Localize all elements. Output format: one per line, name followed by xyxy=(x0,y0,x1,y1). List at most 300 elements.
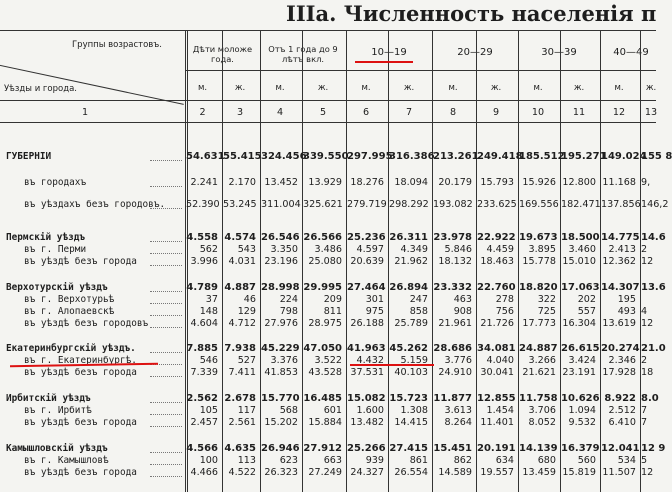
table-cell: 146,2 xyxy=(641,199,669,210)
table-cell: 3.486 xyxy=(314,244,342,255)
row-label: Верхотурскій уѣздъ xyxy=(6,282,108,293)
table-cell: 1.454 xyxy=(486,405,514,416)
table-cell: 2.241 xyxy=(190,177,218,188)
table-cell: 4 xyxy=(641,306,648,317)
table-cell: 17.773 xyxy=(522,318,556,329)
column-number: 9 xyxy=(492,107,500,118)
row-leader-dots xyxy=(150,402,182,403)
table-cell: 18.463 xyxy=(480,256,514,267)
table-cell: 2.413 xyxy=(608,244,636,255)
table-cell: 4.574 xyxy=(224,232,256,243)
table-cell: 4.635 xyxy=(224,443,256,454)
table-cell: 4.566 xyxy=(186,443,218,454)
table-cell: 23.196 xyxy=(264,256,298,267)
column-number: 6 xyxy=(362,107,370,118)
row-rule xyxy=(0,122,656,123)
row-rule xyxy=(0,30,656,31)
table-cell: 8.0 xyxy=(641,393,659,404)
table-cell: 298.292 xyxy=(389,199,429,210)
table-cell: 15.723 xyxy=(389,393,428,404)
table-cell: 11.877 xyxy=(433,393,472,404)
table-cell: 5.159 xyxy=(400,355,428,366)
table-cell: 2.562 xyxy=(186,393,218,404)
table-cell: 26.615 xyxy=(561,343,600,354)
age-group-header: Дѣти моложе года. xyxy=(192,44,253,64)
row-label: въ г. Екатеринбургѣ. xyxy=(24,355,137,366)
row-label: въ уѣздѣ безъ городовъ xyxy=(24,318,149,329)
age-group-header: 40—49 xyxy=(613,47,649,58)
table-cell: 149.024 xyxy=(601,151,647,162)
column-number: 8 xyxy=(449,107,457,118)
table-cell: 557 xyxy=(577,306,596,317)
table-cell: 3.776 xyxy=(444,355,472,366)
table-cell: 3.460 xyxy=(568,244,596,255)
table-cell: 22.760 xyxy=(477,282,516,293)
table-cell: 16.304 xyxy=(562,318,596,329)
table-cell: 534 xyxy=(617,455,636,466)
table-cell: 53.245 xyxy=(223,199,257,210)
table-cell: 25.080 xyxy=(308,256,342,267)
column-number: 10 xyxy=(531,107,545,118)
table-cell: 14.307 xyxy=(601,282,640,293)
column-number: 7 xyxy=(405,107,413,118)
table-cell: 26.323 xyxy=(264,467,298,478)
table-cell: 546 xyxy=(199,355,218,366)
row-leader-dots xyxy=(150,414,182,415)
table-cell: 20.191 xyxy=(477,443,516,454)
table-cell: 5 xyxy=(641,455,648,466)
table-cell: 34.081 xyxy=(477,343,516,354)
table-cell: 1.094 xyxy=(568,405,596,416)
table-cell: 4.040 xyxy=(486,355,514,366)
row-label: въ уѣздѣ безъ города xyxy=(24,417,137,428)
table-cell: 15.793 xyxy=(480,177,514,188)
table-cell: 798 xyxy=(279,306,298,317)
table-cell: 24.910 xyxy=(438,367,472,378)
table-cell: 325.621 xyxy=(303,199,343,210)
table-cell: 20.639 xyxy=(350,256,384,267)
age-group-header: 30—39 xyxy=(541,47,577,58)
table-cell: 3.376 xyxy=(270,355,298,366)
row-leader-dots xyxy=(150,315,182,316)
row-label: Ирбитскій уѣздъ xyxy=(6,393,91,404)
table-cell: 4.466 xyxy=(190,467,218,478)
table-cell: 28.975 xyxy=(308,318,342,329)
table-cell: 4.558 xyxy=(186,232,218,243)
row-label: въ г. Камышловѣ xyxy=(24,455,109,466)
table-cell: 13.6 xyxy=(641,282,666,293)
table-cell: 601 xyxy=(323,405,342,416)
column-number: 13 xyxy=(644,107,658,118)
table-cell: 19.673 xyxy=(519,232,558,243)
table-cell: 12.362 xyxy=(602,256,636,267)
sex-header: м. xyxy=(361,83,371,93)
row-label: въ уѣздѣ безъ города xyxy=(24,256,137,267)
table-cell: 862 xyxy=(453,455,472,466)
red-underline-values xyxy=(350,364,434,366)
table-cell: 18.094 xyxy=(394,177,428,188)
table-cell: 195 xyxy=(617,294,636,305)
table-cell: 105 xyxy=(199,405,218,416)
table-cell: 224 xyxy=(279,294,298,305)
table-cell: 12 xyxy=(641,467,654,478)
table-cell: 4.522 xyxy=(228,467,256,478)
table-cell: 543 xyxy=(237,244,256,255)
table-cell: 41.963 xyxy=(347,343,386,354)
table-cell: 26.946 xyxy=(261,443,300,454)
table-cell: 18.132 xyxy=(438,256,472,267)
age-groups-label: Группы возрастовъ. xyxy=(72,40,163,50)
column-number: 4 xyxy=(276,107,284,118)
table-cell: 634 xyxy=(495,455,514,466)
table-cell: 27.976 xyxy=(264,318,298,329)
districts-label: Уѣзды и города. xyxy=(4,84,77,94)
table-cell: 4.789 xyxy=(186,282,218,293)
table-cell: 10.626 xyxy=(561,393,600,404)
sex-header: м. xyxy=(275,83,285,93)
row-label: Екатеринбургскій уѣздъ. xyxy=(6,343,136,354)
table-cell: 15.082 xyxy=(347,393,386,404)
table-cell: 7 xyxy=(641,417,648,428)
table-cell: 27.415 xyxy=(389,443,428,454)
table-cell: 2.170 xyxy=(228,177,256,188)
sex-header: м. xyxy=(533,83,543,93)
table-cell: 278 xyxy=(495,294,514,305)
table-cell: 975 xyxy=(365,306,384,317)
table-cell: 2 xyxy=(641,355,648,366)
table-cell: 9.532 xyxy=(568,417,596,428)
table-cell: 15.202 xyxy=(264,417,298,428)
row-label: въ уѣздѣ безъ города xyxy=(24,467,137,478)
table-cell: 28.686 xyxy=(433,343,472,354)
table-cell: 8.052 xyxy=(528,417,556,428)
table-cell: 20.179 xyxy=(438,177,472,188)
table-cell: 680 xyxy=(537,455,556,466)
table-cell: 15.451 xyxy=(433,443,472,454)
table-cell: 623 xyxy=(279,455,298,466)
table-cell: 14.6 xyxy=(641,232,666,243)
table-cell: 40.103 xyxy=(394,367,428,378)
table-cell: 15.010 xyxy=(562,256,596,267)
table-cell: 25.789 xyxy=(394,318,428,329)
table-cell: 14.139 xyxy=(519,443,558,454)
row-leader-dots xyxy=(150,452,182,453)
table-cell: 25.266 xyxy=(347,443,386,454)
row-label: ГУБЕРНІИ xyxy=(6,151,52,162)
table-cell: 45.262 xyxy=(389,343,428,354)
row-leader-dots xyxy=(150,186,182,187)
sex-header: ж. xyxy=(317,83,329,93)
table-cell: 182.471 xyxy=(561,199,601,210)
table-cell: 18 xyxy=(641,367,654,378)
table-cell: 4.031 xyxy=(228,256,256,267)
table-cell: 26.554 xyxy=(394,467,428,478)
table-cell: 46 xyxy=(243,294,256,305)
table-cell: 27.912 xyxy=(303,443,342,454)
table-cell: 939 xyxy=(365,455,384,466)
table-cell: 12 xyxy=(641,256,654,267)
table-cell: 21.961 xyxy=(438,318,472,329)
table-cell: 21.726 xyxy=(480,318,514,329)
table-cell: 43.528 xyxy=(308,367,342,378)
row-leader-dots xyxy=(150,327,182,328)
table-cell: 8.264 xyxy=(444,417,472,428)
red-underline-age-10-19 xyxy=(355,61,413,63)
table-cell: 11.507 xyxy=(602,467,636,478)
table-cell: 1.600 xyxy=(356,405,384,416)
table-cell: 148 xyxy=(199,306,218,317)
table-cell: 37.531 xyxy=(350,367,384,378)
table-cell: 100 xyxy=(199,455,218,466)
table-cell: 324.456 xyxy=(261,151,307,162)
sex-header: м. xyxy=(197,83,208,93)
table-cell: 22.922 xyxy=(477,232,516,243)
table-cell: 5.846 xyxy=(444,244,472,255)
table-cell: 27.464 xyxy=(347,282,386,293)
row-leader-dots xyxy=(150,160,182,161)
table-cell: 15.819 xyxy=(562,467,596,478)
table-cell: 527 xyxy=(237,355,256,366)
table-cell: 861 xyxy=(409,455,428,466)
table-cell: 3.424 xyxy=(568,355,596,366)
row-label: въ уѣздѣ безъ города xyxy=(24,367,137,378)
table-cell: 137.856 xyxy=(601,199,641,210)
row-leader-dots xyxy=(150,476,182,477)
sex-header: ж. xyxy=(573,83,585,93)
row-leader-dots xyxy=(150,303,182,304)
table-cell: 858 xyxy=(409,306,428,317)
table-cell: 811 xyxy=(323,306,342,317)
table-cell: 297.995 xyxy=(347,151,393,162)
table-cell: 663 xyxy=(323,455,342,466)
row-rule xyxy=(185,70,656,71)
table-cell: 21.621 xyxy=(522,367,556,378)
table-cell: 339.550 xyxy=(303,151,349,162)
table-cell: 13.929 xyxy=(308,177,342,188)
table-cell: 3.522 xyxy=(314,355,342,366)
table-cell: 2 xyxy=(641,244,648,255)
column-number: 11 xyxy=(572,107,586,118)
table-cell: 19.557 xyxy=(480,467,514,478)
table-cell: 316.386 xyxy=(389,151,435,162)
table-cell: 12.800 xyxy=(562,177,596,188)
table-cell: 30.041 xyxy=(480,367,514,378)
row-label: Пермскій уѣздъ xyxy=(6,232,86,243)
table-cell: 195.271 xyxy=(561,151,607,162)
table-cell: 23.191 xyxy=(562,367,596,378)
row-leader-dots xyxy=(150,208,182,209)
table-cell: 55.415 xyxy=(223,151,262,162)
table-cell: 7.339 xyxy=(190,367,218,378)
column-number: 5 xyxy=(319,107,327,118)
sex-header: ж. xyxy=(490,83,502,93)
table-cell: 54.631 xyxy=(186,151,225,162)
table-cell: 12.855 xyxy=(477,393,516,404)
row-label: въ уѣздахъ безъ городовъ. xyxy=(24,199,166,210)
table-cell: 4.887 xyxy=(224,282,256,293)
row-label: въ городахъ xyxy=(24,177,87,188)
page-title: IIIа. Численность населенія п xyxy=(286,1,657,26)
table-cell: 15.778 xyxy=(522,256,556,267)
row-label: Камышловскій уѣздъ xyxy=(6,443,108,454)
table-cell: 193.082 xyxy=(433,199,473,210)
table-cell: 11.758 xyxy=(519,393,558,404)
row-leader-dots xyxy=(150,253,182,254)
table-cell: 14.589 xyxy=(438,467,472,478)
column-number: 3 xyxy=(236,107,244,118)
row-leader-dots xyxy=(150,464,182,465)
table-cell: 17.928 xyxy=(602,367,636,378)
table-cell: 26.894 xyxy=(389,282,428,293)
table-cell: 3.266 xyxy=(528,355,556,366)
column-number: 2 xyxy=(199,107,206,118)
table-cell: 14.415 xyxy=(394,417,428,428)
table-cell: 4.432 xyxy=(356,355,384,366)
table-cell: 26.311 xyxy=(389,232,428,243)
sex-header: ж. xyxy=(403,83,415,93)
age-group-header: 20—29 xyxy=(457,47,493,58)
table-cell: 16.485 xyxy=(303,393,342,404)
table-cell: 249.418 xyxy=(477,151,523,162)
table-cell: 21.962 xyxy=(394,256,428,267)
table-cell: 568 xyxy=(279,405,298,416)
table-cell: 562 xyxy=(199,244,218,255)
table-cell: 169.556 xyxy=(519,199,559,210)
table-cell: 4.459 xyxy=(486,244,514,255)
table-cell: 7.938 xyxy=(224,343,256,354)
row-leader-dots xyxy=(150,291,182,292)
row-leader-dots xyxy=(150,352,182,353)
row-leader-dots xyxy=(150,426,182,427)
table-cell: 3.613 xyxy=(444,405,472,416)
table-cell: 15.770 xyxy=(261,393,300,404)
table-cell: 8.922 xyxy=(604,393,636,404)
row-label: въ г. Ирбитѣ xyxy=(24,405,92,416)
table-cell: 2.561 xyxy=(228,417,256,428)
table-cell: 2.512 xyxy=(608,405,636,416)
table-cell: 3.706 xyxy=(528,405,556,416)
table-cell: 12 xyxy=(641,318,654,329)
age-group-header: 10—19 xyxy=(371,47,407,58)
table-cell: 52.390 xyxy=(186,199,220,210)
table-cell: 27.249 xyxy=(308,467,342,478)
table-cell: 560 xyxy=(577,455,596,466)
row-label: въ г. Верхотурьѣ xyxy=(24,294,115,305)
table-cell: 28.998 xyxy=(261,282,300,293)
table-cell: 6.410 xyxy=(608,417,636,428)
table-cell: 11.168 xyxy=(602,177,636,188)
table-cell: 117 xyxy=(237,405,256,416)
table-cell: 13.482 xyxy=(350,417,384,428)
table-cell: 18.276 xyxy=(350,177,384,188)
row-leader-dots xyxy=(150,376,182,377)
table-cell: 185.512 xyxy=(519,151,565,162)
table-cell: 113 xyxy=(237,455,256,466)
table-cell: 279.719 xyxy=(347,199,387,210)
table-cell: 2.678 xyxy=(224,393,256,404)
table-cell: 26.566 xyxy=(303,232,342,243)
table-cell: 15.884 xyxy=(308,417,342,428)
sex-header: ж. xyxy=(645,83,657,93)
table-cell: 1.308 xyxy=(400,405,428,416)
table-cell: 9, xyxy=(641,177,651,188)
table-cell: 37 xyxy=(205,294,218,305)
table-cell: 129 xyxy=(237,306,256,317)
table-cell: 247 xyxy=(409,294,428,305)
table-cell: 47.050 xyxy=(303,343,342,354)
table-cell: 29.995 xyxy=(303,282,342,293)
row-leader-dots xyxy=(150,265,182,266)
table-cell: 756 xyxy=(495,306,514,317)
row-label: въ г. Перми xyxy=(24,244,87,255)
sex-header: м. xyxy=(448,83,458,93)
sex-header: м. xyxy=(614,83,624,93)
table-cell: 7 xyxy=(641,405,648,416)
row-rule xyxy=(0,100,656,101)
table-cell: 908 xyxy=(453,306,472,317)
table-cell: 23.332 xyxy=(433,282,472,293)
table-cell: 202 xyxy=(577,294,596,305)
table-cell: 2.457 xyxy=(190,417,218,428)
table-cell: 3.350 xyxy=(270,244,298,255)
table-cell: 322 xyxy=(537,294,556,305)
table-cell: 41.853 xyxy=(264,367,298,378)
table-cell: 26.188 xyxy=(350,318,384,329)
table-cell: 213.261 xyxy=(433,151,479,162)
table-cell: 11.401 xyxy=(480,417,514,428)
table-cell: 25.236 xyxy=(347,232,386,243)
table-cell: 4.597 xyxy=(356,244,384,255)
table-cell: 4.712 xyxy=(228,318,256,329)
table-cell: 155 8 xyxy=(641,151,672,162)
table-cell: 15.926 xyxy=(522,177,556,188)
table-cell: 21.0 xyxy=(641,343,666,354)
sex-header: ж. xyxy=(234,83,246,93)
table-cell: 3.996 xyxy=(190,256,218,267)
table-cell: 3.895 xyxy=(528,244,556,255)
table-cell: 24.887 xyxy=(519,343,558,354)
table-cell: 4.604 xyxy=(190,318,218,329)
table-cell: 209 xyxy=(323,294,342,305)
table-cell: 725 xyxy=(537,306,556,317)
table-cell: 233.625 xyxy=(477,199,517,210)
table-cell: 311.004 xyxy=(261,199,301,210)
table-cell: 16.379 xyxy=(561,443,600,454)
table-cell: 463 xyxy=(453,294,472,305)
table-cell: 23.978 xyxy=(433,232,472,243)
table-cell: 301 xyxy=(365,294,384,305)
row-label: въ г. Алопаевскѣ xyxy=(24,306,115,317)
table-cell: 18.500 xyxy=(561,232,600,243)
table-cell: 4.349 xyxy=(400,244,428,255)
column-number: 12 xyxy=(612,107,626,118)
column-number-first: 1 xyxy=(81,107,89,118)
table-cell: 7.411 xyxy=(228,367,256,378)
table-cell: 493 xyxy=(617,306,636,317)
table-cell: 12.041 xyxy=(601,443,640,454)
row-leader-dots xyxy=(150,241,182,242)
table-cell: 20.274 xyxy=(601,343,640,354)
age-group-header: Отъ 1 года до 9 лѣтъ вкл. xyxy=(268,44,338,64)
table-cell: 45.229 xyxy=(261,343,300,354)
table-cell: 13.459 xyxy=(522,467,556,478)
table-cell: 18.820 xyxy=(519,282,558,293)
table-cell: 17.063 xyxy=(561,282,600,293)
table-cell: 24.327 xyxy=(350,467,384,478)
table-cell: 14.775 xyxy=(601,232,640,243)
table-cell: 7.885 xyxy=(186,343,218,354)
table-cell: 2.346 xyxy=(608,355,636,366)
